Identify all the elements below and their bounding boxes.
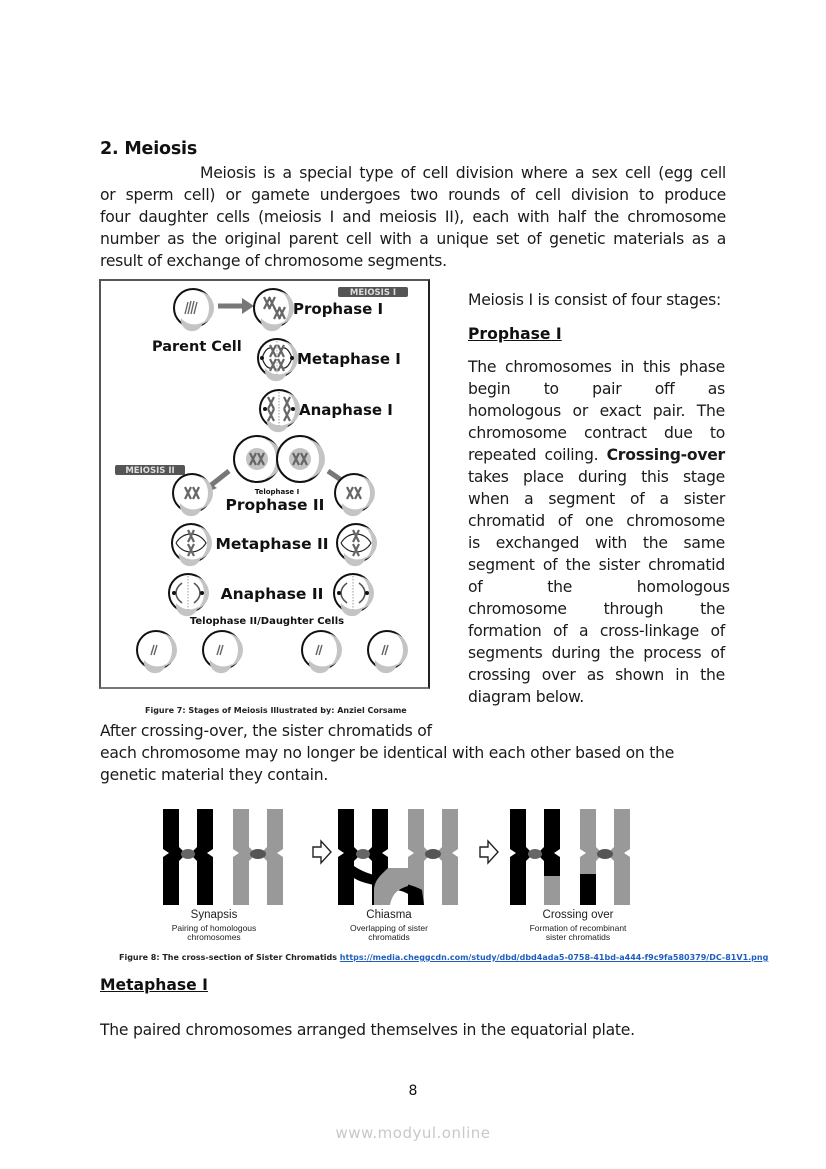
text-line: chromosome contract due to xyxy=(468,424,725,442)
meiosis-diagram xyxy=(101,281,432,691)
telophase1-label: Telophase I xyxy=(254,488,300,496)
crossing-over-figure xyxy=(160,806,650,946)
text-line: homologous or exact pair. The xyxy=(468,402,725,420)
text-line: genetic material they contain. xyxy=(100,766,329,784)
meiosis1-intro: Meiosis I is consist of four stages: xyxy=(468,291,722,309)
crossing-over-term: Crossing-over xyxy=(606,446,725,464)
anaphase1-label: Anaphase I xyxy=(299,401,393,419)
text-line: chromatid of one chromosome xyxy=(468,512,725,530)
watermark: www.modyul.online xyxy=(335,1124,491,1142)
text-line: each chromosome may no longer be identical with each other based on the xyxy=(100,744,675,762)
text-line: takes place during this stage xyxy=(468,468,725,486)
stage-desc: Overlapping of sister xyxy=(350,923,428,933)
metaphase1-text: The paired chromosomes arranged themselves in the equatorial plate. xyxy=(100,1021,635,1039)
source-link[interactable]: https://media.cheggcdn.com/study/dbd/dbd4ada5-0758-41bd-a444-f9c9fa580379/DC-81V1.png xyxy=(339,953,769,962)
intro-line: result of exchange of chromosome segments. xyxy=(100,252,447,270)
intro-line: Meiosis is a special type of cell division where a sex cell (egg cell xyxy=(200,164,726,182)
text-line: crossing over as shown in the xyxy=(468,666,725,684)
stage-title: Crossing over xyxy=(542,909,614,921)
text-line: of the homologous xyxy=(468,578,730,596)
stage-title: Synapsis xyxy=(190,909,238,921)
prophase2-label: Prophase II xyxy=(225,496,325,514)
text-line: segment of the sister chromatid xyxy=(468,556,725,574)
text-line: diagram below. xyxy=(468,688,584,706)
text-line: segments during the process of xyxy=(468,644,725,662)
text-line: After crossing-over, the sister chromatids of xyxy=(100,722,432,740)
text-line: is exchanged with the same xyxy=(468,534,725,552)
anaphase2-label: Anaphase II xyxy=(220,585,324,603)
prophase1-subheading: Prophase I xyxy=(468,325,562,343)
stage-desc: chromatids xyxy=(368,932,410,942)
stage-desc: Pairing of homologous xyxy=(171,923,257,933)
text-line: begin to pair off as xyxy=(468,380,725,398)
meiosis1-badge: MEIOSIS I xyxy=(349,288,397,298)
metaphase1-subheading: Metaphase I xyxy=(100,976,208,994)
parent-cell-label: Parent Cell xyxy=(152,339,242,355)
text-line: when a segment of a sister xyxy=(468,490,725,508)
section-heading: 2. Meiosis xyxy=(100,139,198,159)
figure8-caption: Figure 8: The cross-section of Sister Chromatids https://media.cheggcdn.com/study/dbd/dbd4ada5-0758-41bd-a444-f9c9fa580379/DC-81V1.png xyxy=(119,953,769,962)
prophase1-label: Prophase I xyxy=(293,300,384,318)
intro-line: number as the original parent cell with a unique set of genetic materials as a xyxy=(100,230,726,248)
stage-title: Chiasma xyxy=(366,909,412,921)
after-crossing-paragraph xyxy=(100,720,726,786)
intro-line: or sperm cell) or gamete undergoes two rounds of cell division to produce xyxy=(100,186,726,204)
stage-desc: sister chromatids xyxy=(545,932,611,942)
metaphase1-label: Metaphase I xyxy=(297,350,401,368)
intro-paragraph xyxy=(100,162,726,272)
text-line: The chromosomes in this phase xyxy=(468,358,725,376)
stage-desc: chromosomes xyxy=(187,932,241,942)
telophase2-label: Telophase II/Daughter Cells xyxy=(189,616,345,627)
text-line: repeated coiling. Crossing-over xyxy=(468,446,725,464)
page-number: 8 xyxy=(408,1083,418,1099)
intro-line: four daughter cells (meiosis I and meiosis II), each with half the chromosome xyxy=(100,208,726,226)
crossing-over-diagram xyxy=(160,806,650,946)
meiosis-stages-figure xyxy=(99,279,430,689)
prophase1-paragraph xyxy=(468,356,730,708)
figure7-caption: Figure 7: Stages of Meiosis Illustrated by: Anziel Corsame xyxy=(145,706,407,715)
text-line: formation of a cross-linkage of xyxy=(468,622,725,640)
stage-desc: Formation of recombinant xyxy=(529,923,627,933)
text-line: chromosome through the xyxy=(468,600,725,618)
meiosis2-badge: MEIOSIS II xyxy=(125,466,175,476)
metaphase2-label: Metaphase II xyxy=(215,535,329,553)
